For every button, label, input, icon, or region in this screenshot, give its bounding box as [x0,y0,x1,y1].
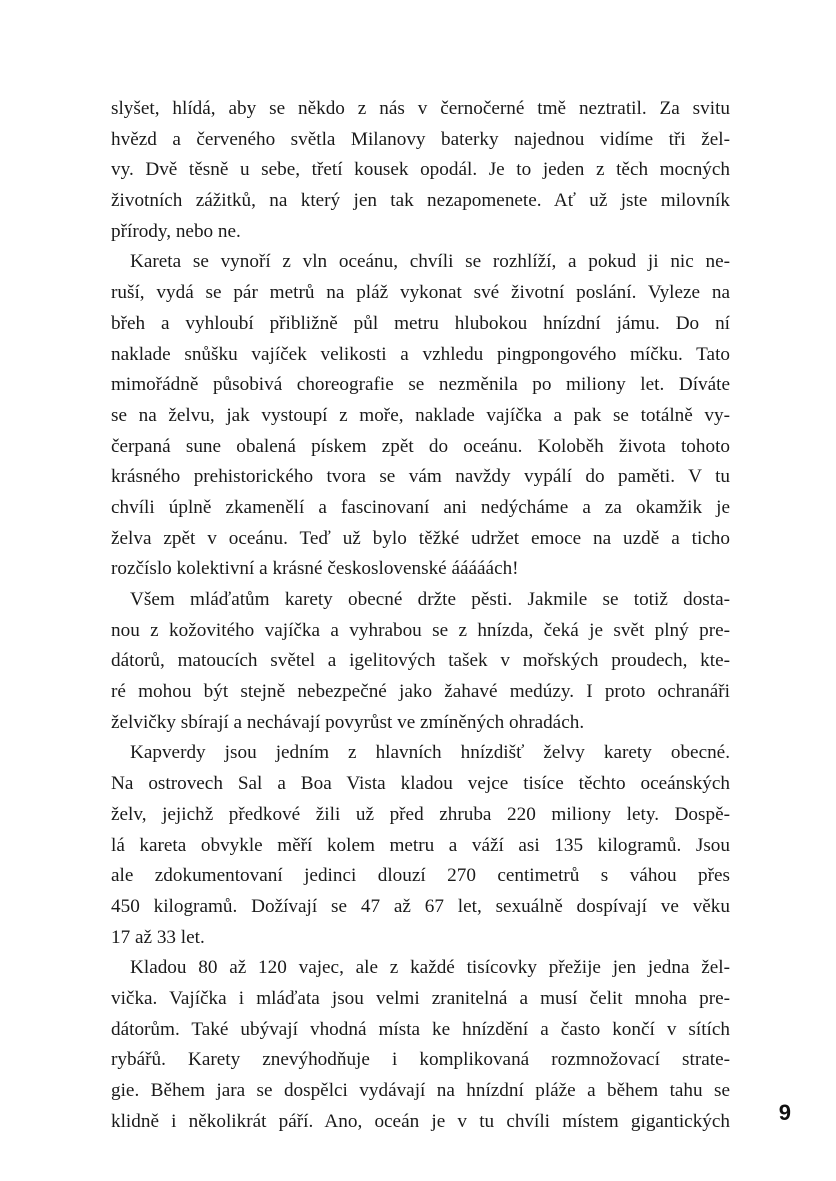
text-line: 17 až 33 let. [111,926,205,948]
text-line: nou z kožovitého vajíčka a vyhrabou se z hnízda, čeká je svět plný pre- [111,619,730,641]
text-line: se na želvu, jak vystoupí z moře, naklade vajíčka a pak se totálně vy- [111,404,730,426]
text-line: 450 kilogramů. Dožívají se 47 až 67 let, sexuálně dospívají ve věku [111,895,730,917]
text-line: gie. Během jara se dospělci vydávají na hnízdní pláže a během tahu se [111,1080,730,1101]
text-line: rybářů. Karety znevýhodňuje i komplikovaná rozmnožovací strate- [111,1049,730,1071]
text-line: Kapverdy jsou jedním z hlavních hnízdišť želvy karety obecné. [130,742,730,764]
text-line: klidně i několikrát páří. Ano, oceán je v tu chvíli místem gigantických [111,1110,730,1132]
paragraph [111,585,730,738]
page-number: 9 [778,1100,791,1125]
paragraph [111,738,730,953]
text-line: Všem mláďatům karety obecné držte pěsti. Jakmile se totiž dosta- [130,589,730,610]
text-line: Kareta se vynoří z vln oceánu, chvíli se rozhlíží, a pokud ji nic ne- [130,251,730,273]
text-line: vička. Vajíčka i mláďata jsou velmi zranitelná a musí čelit mnoha pre- [111,987,730,1009]
text-line: břeh a vyhloubí přibližně půl metru hlubokou hnízdní jámu. Do ní [111,312,730,334]
text-line: želva zpět v oceánu. Teď už bylo těžké udržet emoce na uzdě a ticho [111,527,730,549]
text-line: vy. Dvě těsně u sebe, třetí kousek opodál. Je to jeden z těch mocných [111,159,730,181]
text-line: rozčíslo kolektivní a krásné československé ááááách! [111,558,519,580]
text-line: dátorům. Také ubývají vhodná místa ke hnízdění a často končí v sítích [111,1018,730,1040]
text-line: naklade snůšku vajíček velikosti a vzhledu pingpongového míčku. Tato [111,343,730,365]
text-line: slyšet, hlídá, aby se někdo z nás v černočerné tmě neztratil. Za svitu [111,98,730,119]
text-line: hvězd a červeného světla Milanovy baterky najednou vidíme tři žel- [111,128,730,150]
text-line: ale zdokumentovaní jedinci dlouzí 270 centimetrů s váhou přes [111,865,730,887]
text-line: želvičky sbírají a nechávají povyrůst ve zmíněných ohradách. [111,711,585,733]
text-line: ruší, vydá se pár metrů na pláž vykonat své životní poslání. Vyleze na [111,282,730,304]
paragraph [111,94,730,247]
text-line: krásného prehistorického tvora se vám navždy vypálí do paměti. V tu [111,466,730,488]
text-line: životních zážitků, na který jen tak nezapomenete. Ať už jste milovník [111,190,730,212]
text-line: ré mohou být stejně nebezpečné jako žahavé medúzy. I proto ochranáři [111,681,730,703]
text-line: Na ostrovech Sal a Boa Vista kladou vejce tisíce těchto oceánských [111,773,730,795]
body-text [111,94,730,1137]
text-line: mimořádně působivá choreografie se nezměnila po miliony let. Díváte [111,374,730,396]
text-line: chvíli úplně zkamenělí a fascinovaní ani nedýcháme a za okamžik je [111,496,730,518]
paragraph [111,953,730,1137]
text-line: lá kareta obvykle měří kolem metru a váží asi 135 kilogramů. Jsou [111,834,730,856]
text-line: dátorů, matoucích světel a igelitových tašek v mořských proudech, kte- [111,650,730,672]
text-line: Kladou 80 až 120 vajec, ale z každé tisícovky přežije jen jedna žel- [130,957,730,979]
text-line: čerpaná sune obalená pískem zpět do oceánu. Koloběh života tohoto [111,435,730,457]
paragraph [111,247,730,585]
text-line: přírody, nebo ne. [111,220,241,242]
text-line: želv, jejichž předkové žili už před zhruba 220 miliony lety. Dospě- [111,803,730,825]
